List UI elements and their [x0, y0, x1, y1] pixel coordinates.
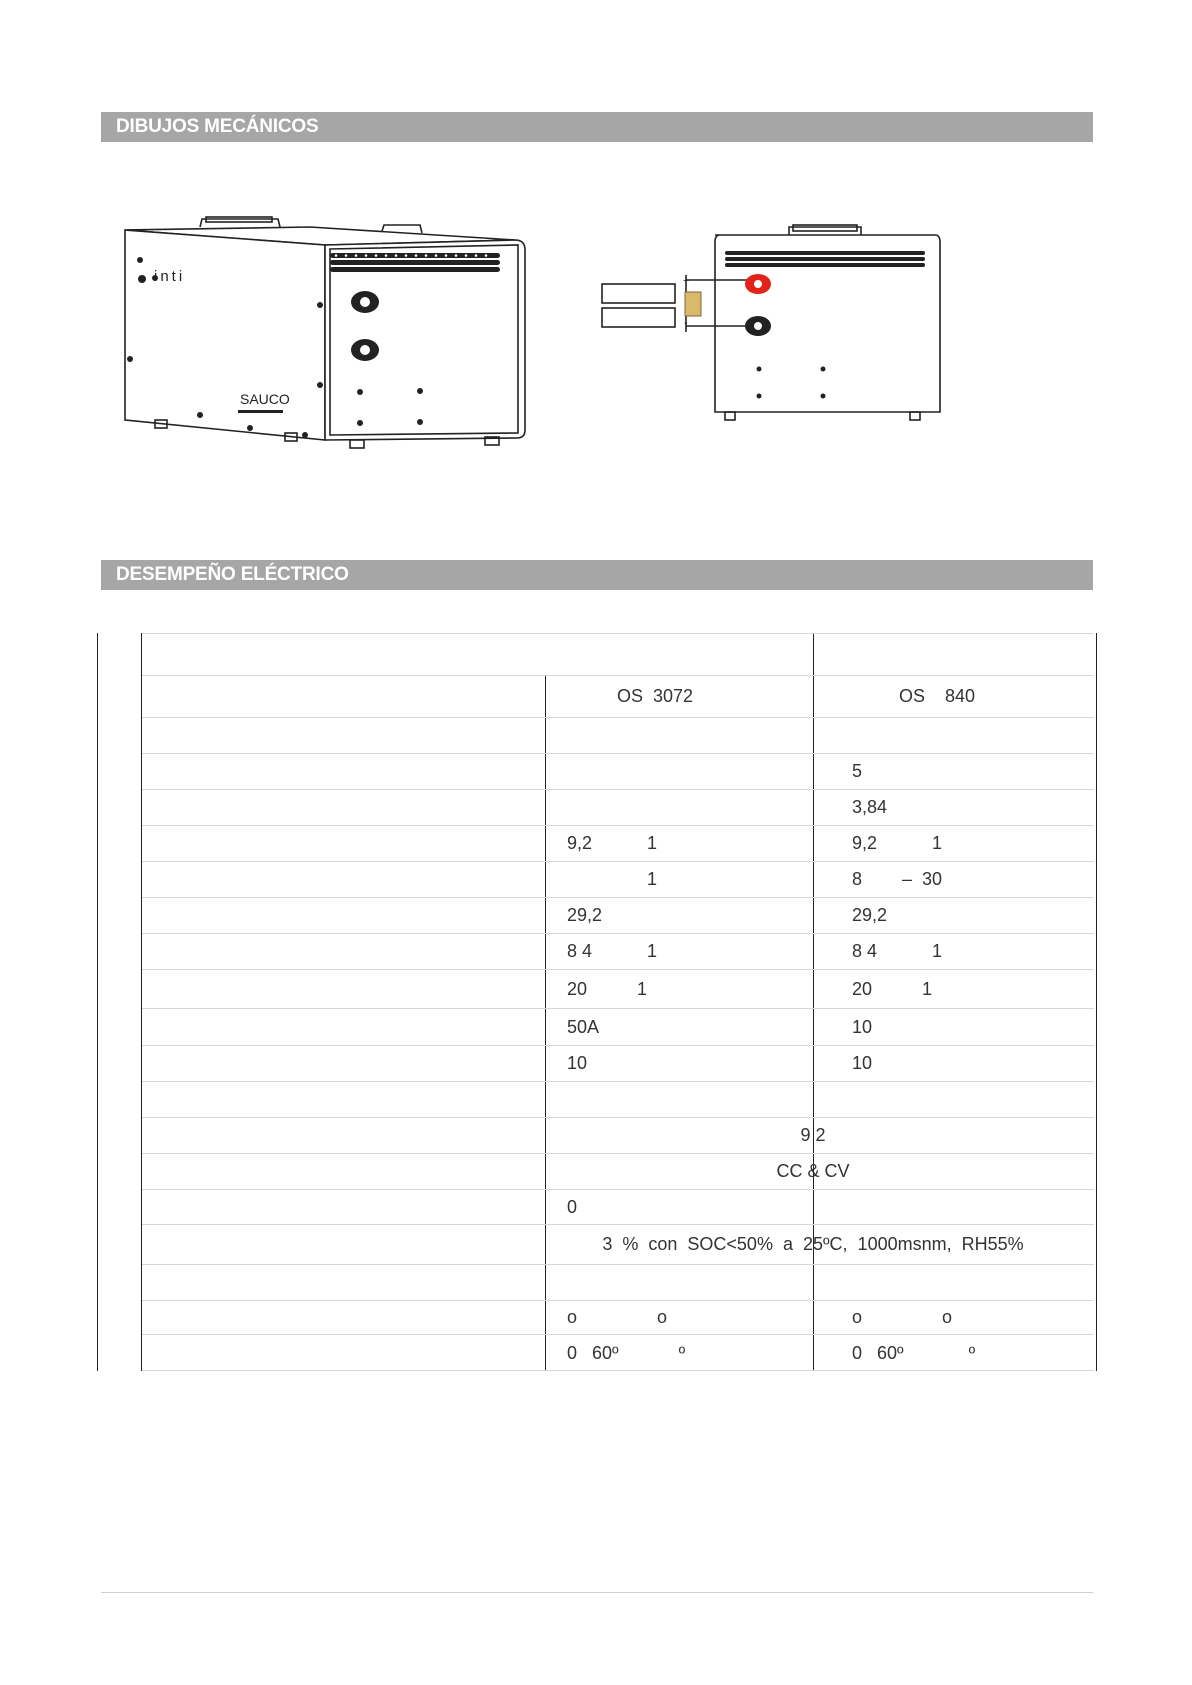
table-divider-index	[141, 633, 142, 1371]
table-cell-model-b: 8 – 30	[852, 869, 943, 889]
table-divider-models	[813, 633, 814, 1371]
table-row-line	[142, 897, 1094, 898]
table-row-line	[142, 1189, 1094, 1190]
table-row-line	[142, 753, 1094, 754]
table-cell-model-b: 0 60º º	[852, 1342, 976, 1363]
table-row-line	[142, 717, 1094, 718]
table-row-line	[142, 1334, 1094, 1335]
table-cell-model-a: 29,2	[567, 905, 603, 925]
isometric-drawing	[120, 215, 535, 460]
table-cell-model-b: 9,2 1	[852, 833, 943, 853]
table-row-line	[142, 933, 1094, 934]
table-cell-model-b: 10	[852, 1053, 873, 1073]
table-cell-model-a: 50A	[567, 1016, 600, 1037]
table-cell-model-b: OS 840	[899, 686, 976, 706]
table-row-line	[142, 969, 1094, 970]
table-cell-merged: 3 % con SOC<50% a 25ºC, 1000msnm, RH55%	[602, 1234, 1024, 1254]
table-divider-label	[545, 675, 546, 1371]
table-bottom-line	[142, 1370, 1094, 1371]
front-view-drawing	[600, 222, 945, 432]
table-cell-model-b: 10	[852, 1016, 873, 1037]
table-cell-model-a: 10	[567, 1053, 588, 1073]
brand-logo: inti	[154, 268, 186, 285]
table-cell-model-a: 20 1	[567, 978, 648, 999]
terminal-minus-label: -	[684, 317, 688, 329]
table-row-line	[142, 1045, 1094, 1046]
table-border-left	[97, 633, 98, 1371]
table-border-right	[1096, 633, 1097, 1371]
table-cell-model-b: 5	[852, 761, 863, 781]
spec-table	[97, 633, 1097, 1371]
table-cell-merged: CC & CV	[776, 1161, 850, 1181]
table-row-line	[142, 861, 1094, 862]
table-row-line	[142, 825, 1094, 826]
table-cell-model-b: o o	[852, 1307, 953, 1327]
table-cell-model-a: 8 4 1	[567, 941, 658, 961]
table-row-line	[142, 675, 1094, 676]
table-cell-model-a: OS 3072	[617, 686, 694, 706]
table-row-line	[142, 1224, 1094, 1225]
table-cell-model-b: 29,2	[852, 905, 888, 925]
section-title-mechanical-drawings: DIBUJOS MECÁNICOS	[101, 112, 1093, 142]
table-cell-model-a: 0 60º º	[567, 1342, 686, 1363]
table-cell-model-b: 20 1	[852, 978, 933, 999]
table-cell-model-a: 0	[567, 1196, 578, 1217]
table-cell-model-a: o o	[567, 1307, 668, 1327]
footer-divider	[101, 1592, 1093, 1593]
table-cell-merged: 9 2	[800, 1125, 826, 1145]
table-row-line	[142, 789, 1094, 790]
table-cell-model-a: 1	[567, 869, 658, 889]
table-row-line	[142, 1153, 1094, 1154]
terminal-plus-label: +	[683, 275, 690, 287]
table-cell-model-b: 8 4 1	[852, 941, 943, 961]
table-cell-model-a: 9,2 1	[567, 833, 658, 853]
table-row-line	[142, 1264, 1094, 1265]
table-row-line	[142, 1300, 1094, 1301]
section-title-electrical-performance: DESEMPEÑO ELÉCTRICO	[101, 560, 1093, 590]
table-row-line	[142, 633, 1094, 634]
table-cell-model-b: 3,84	[852, 797, 888, 817]
table-row-line	[142, 1081, 1094, 1082]
table-row-line	[142, 1008, 1094, 1009]
product-label: SAUCO	[240, 391, 290, 407]
table-row-line	[142, 1117, 1094, 1118]
